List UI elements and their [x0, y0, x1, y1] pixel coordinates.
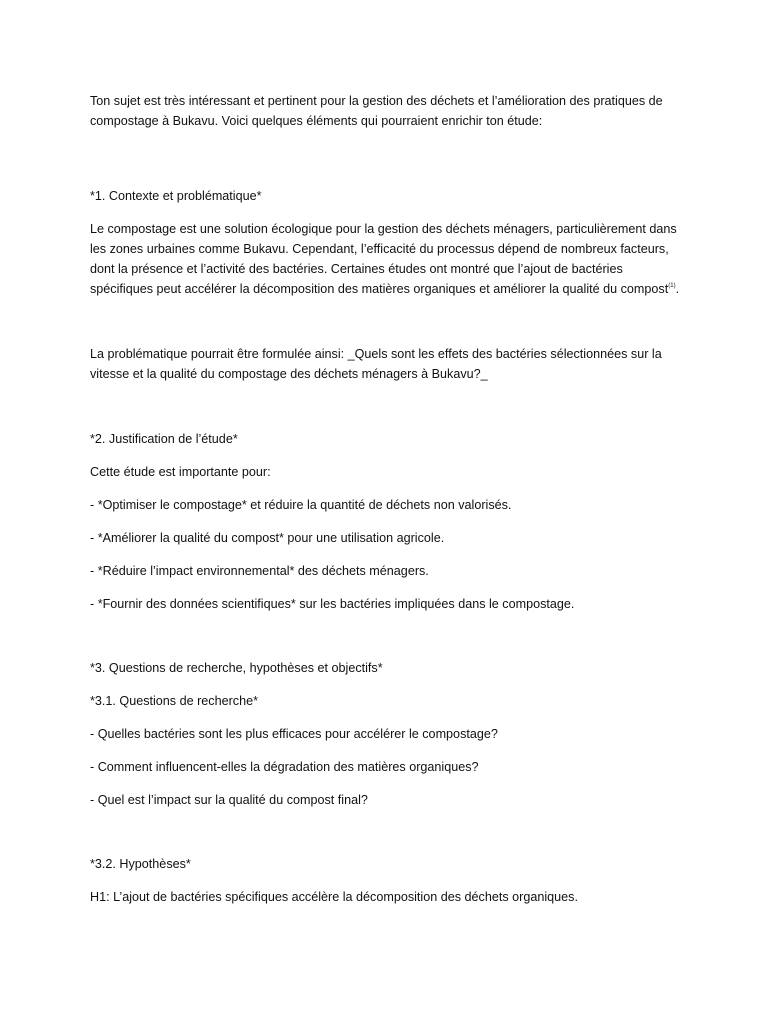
- list-item: - Quelles bactéries sont les plus efficaces pour accélérer le compostage?: [90, 727, 498, 741]
- section-2-heading: *2. Justification de l’étude*: [90, 432, 238, 446]
- hypothesis-item: H1: L’ajout de bactéries spécifiques accélère la décomposition des déchets organiques.: [90, 890, 578, 904]
- context-paragraph: [90, 219, 680, 299]
- context-end: .: [675, 282, 680, 296]
- intro-paragraph: Ton sujet est très intéressant et pertinent pour la gestion des déchets et l’amélioration des pratiques de compostage à Bukavu. Voici quelques éléments qui pourraient enrichir ton étude:: [90, 94, 663, 128]
- section-3-heading: *3. Questions de recherche, hypothèses et objectifs*: [90, 661, 383, 675]
- list-item: - Quel est l’impact sur la qualité du compost final?: [90, 793, 368, 807]
- list-item: - *Réduire l’impact environnemental* des déchets ménagers.: [90, 564, 429, 578]
- problem-statement: La problématique pourrait être formulée ainsi: _Quels sont les effets des bactéries sélectionnées sur la vitesse et la qualité du compostage des déchets ménagers à Bukavu?_: [90, 347, 662, 381]
- section-3-1-heading: *3.1. Questions de recherche*: [90, 694, 259, 708]
- section-1-heading: *1. Contexte et problématique*: [90, 189, 262, 203]
- list-item: - *Optimiser le compostage* et réduire la quantité de déchets non valorisés.: [90, 498, 512, 512]
- list-item: - *Améliorer la qualité du compost* pour une utilisation agricole.: [90, 531, 445, 545]
- list-item: - Comment influencent-elles la dégradation des matières organiques?: [90, 760, 479, 774]
- document-body: [90, 91, 680, 920]
- section-3-2-heading: *3.2. Hypothèses*: [90, 857, 191, 871]
- justification-lead: Cette étude est importante pour:: [90, 465, 271, 479]
- list-item: - *Fournir des données scientifiques* sur les bactéries impliquées dans le compostage.: [90, 597, 575, 611]
- footnote-marker: (1): [668, 283, 676, 289]
- context-text: Le compostage est une solution écologique pour la gestion des déchets ménagers, particulièrement dans les zones urbaines comme Bukavu. Cependant, l’efficacité du processus dépend de nombreux facteurs, dont la présence et l’activité des bactéries. Certaines études ont montré que l’ajout de bactéries spécifiques peut accélérer la décomposition des matières organiques et améliorer la qualité du compost: [90, 222, 677, 296]
